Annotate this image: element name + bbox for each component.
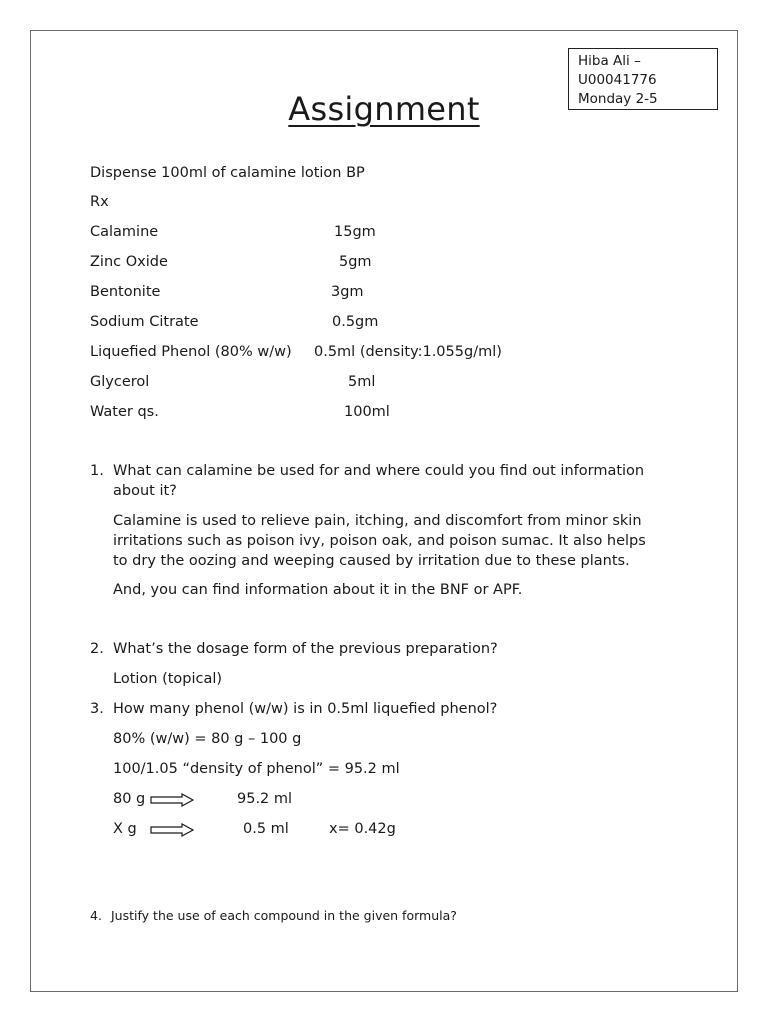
ingredient-name: Sodium Citrate [90, 314, 199, 330]
ingredient-name: Calamine [90, 224, 159, 240]
answer-1-line: And, you can find information about it in the BNF or APF. [113, 582, 523, 598]
ingredient-name: Glycerol [90, 374, 150, 390]
ingredient-name: Bentonite [90, 284, 161, 300]
answer-1-line: to dry the oozing and weeping caused by irritation due to these plants. [113, 553, 630, 569]
class-time: Monday 2-5 [578, 91, 658, 107]
ingredient-name: Liquefied Phenol (80% w/w) [90, 344, 292, 360]
student-name: Hiba Ali – [578, 53, 641, 69]
calc-row-2-result: x= 0.42g [329, 821, 396, 837]
right-arrow-icon [150, 793, 194, 807]
question-4-number: 4. [90, 908, 102, 923]
question-1-line: What can calamine be used for and where could you find out information [113, 463, 645, 479]
ingredient-amount: 0.5gm [332, 314, 379, 330]
student-id: U00041776 [578, 72, 657, 88]
answer-3-step: 80% (w/w) = 80 g – 100 g [113, 731, 302, 747]
question-3-number: 3. [90, 701, 104, 717]
answer-1-line: irritations such as poison ivy, poison oak, and poison sumac. It also helps [113, 533, 646, 549]
ingredient-amount: 5ml [348, 374, 376, 390]
ingredient-amount: 100ml [344, 404, 390, 420]
answer-1-line: Calamine is used to relieve pain, itching, and discomfort from minor skin [113, 513, 642, 529]
ingredient-amount: 3gm [331, 284, 364, 300]
question-2-text: What’s the dosage form of the previous preparation? [113, 641, 498, 657]
question-2-number: 2. [90, 641, 104, 657]
calc-row-2-mid: 0.5 ml [243, 821, 289, 837]
ingredient-name: Zinc Oxide [90, 254, 168, 270]
rx-label: Rx [90, 194, 109, 210]
ingredient-amount: 5gm [339, 254, 372, 270]
ingredient-amount: 0.5ml (density:1.055g/ml) [314, 344, 502, 360]
question-1-number: 1. [90, 463, 104, 479]
question-3-text: How many phenol (w/w) is in 0.5ml liquefied phenol? [113, 701, 498, 717]
right-arrow-icon [150, 823, 194, 837]
answer-3-step: 100/1.05 “density of phenol” = 95.2 ml [113, 761, 400, 777]
calc-row-2-left: X g [113, 821, 137, 837]
ingredient-name: Water qs. [90, 404, 159, 420]
calc-row-1-left: 80 g [113, 791, 146, 807]
calc-row-1-right: 95.2 ml [237, 791, 293, 807]
ingredient-amount: 15gm [334, 224, 376, 240]
answer-2-text: Lotion (topical) [113, 671, 223, 687]
dispense-line: Dispense 100ml of calamine lotion BP [90, 165, 365, 181]
question-1-line: about it? [113, 483, 177, 499]
page-title: Assignment [288, 90, 480, 128]
question-4-text: Justify the use of each compound in the given formula? [111, 908, 457, 923]
